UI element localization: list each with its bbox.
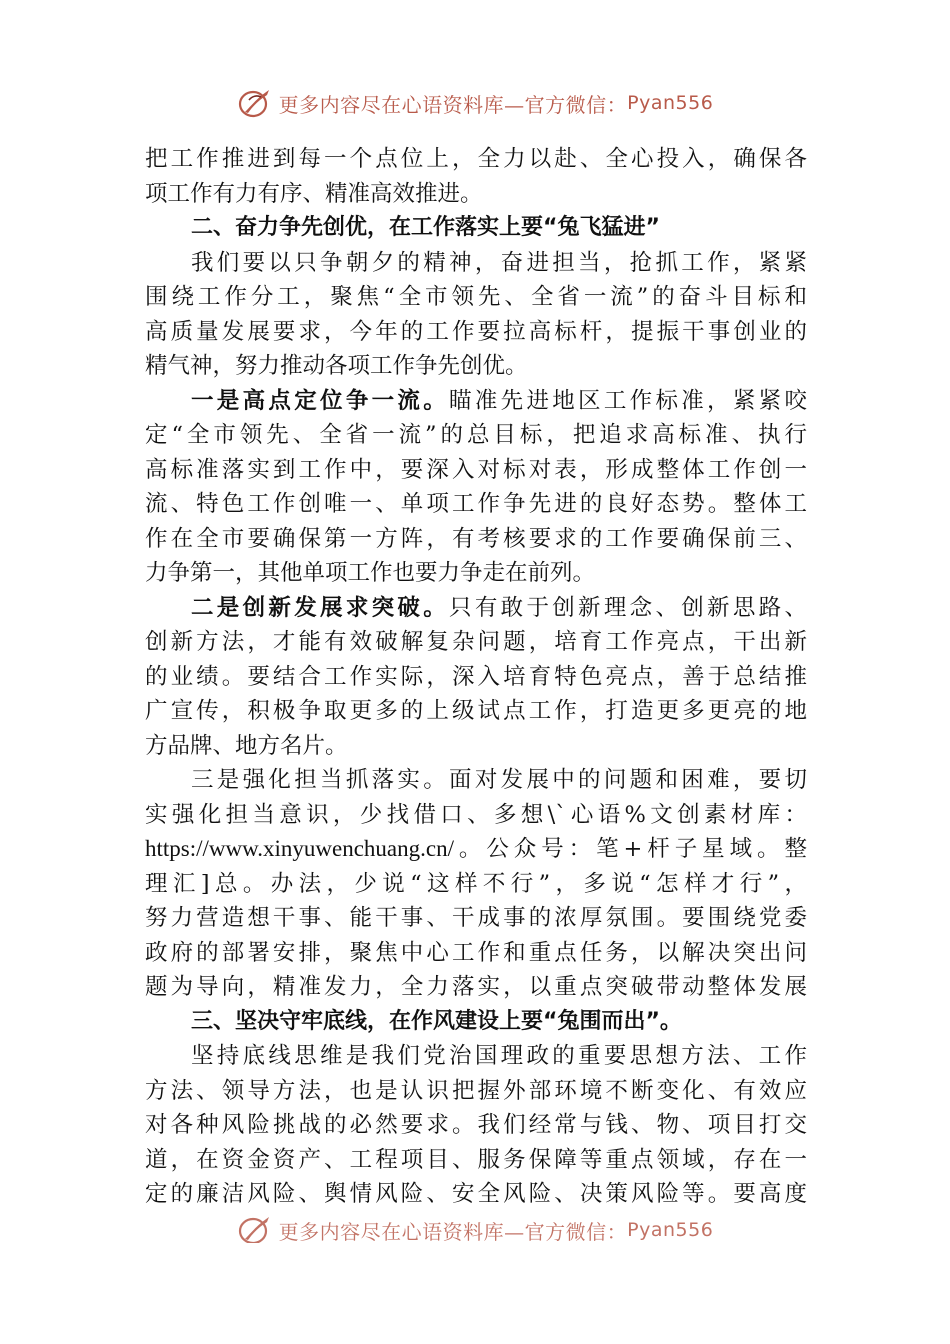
text-line: 实强化担当意识，少找借口、多想\`心语%文创素材库：: [145, 801, 807, 828]
pen-logo-icon: [237, 1213, 273, 1243]
text-line: 高质量发展要求，今年的工作要拉高标杆，提振干事创业的: [145, 318, 807, 345]
text-line: 流、特色工作创唯一、单项工作争先进的良好态势。整体工: [145, 491, 807, 517]
text-span: 只有敢于创新理念、创新思路、: [449, 594, 807, 621]
text-line: 定的廉洁风险、舆情风险、安全风险、决策风险等。要高度: [145, 1181, 807, 1207]
section-heading-2: 二、奋力争先创优，在工作落实上要“兔飞猛进”: [191, 215, 660, 240]
header-watermark-id: Pyan556: [627, 92, 714, 114]
text-line: 努力营造想干事、能干事、干成事的浓厚氛围。要围绕党委: [145, 905, 807, 931]
text-line: 题为导向，精准发力，全力落实，以重点突破带动整体发展: [145, 974, 807, 1000]
header-watermark-text: 更多内容尽在心语资料库—官方微信：: [278, 92, 628, 117]
text-line: 方法、领导方法，也是认识把握外部环境不断变化、有效应: [145, 1077, 807, 1104]
document-body: [145, 142, 807, 1212]
text-line: 广宣传，积极争取更多的上级试点工作，打造更多更亮的地: [145, 698, 807, 724]
text-line: 定“全市领先、全省一流”的总目标，把追求高标准、执行: [145, 422, 807, 448]
text-line: [145, 384, 807, 419]
header-watermark: [0, 84, 950, 122]
text-line: 创新方法，才能有效破解复杂问题，培育工作亮点，干出新: [145, 629, 807, 655]
text-line: 理汇]总。办法，少说“这样不行”，多说“怎样才行”，: [145, 870, 807, 897]
text-line: 精气神，努力推动各项工作争先创优。: [145, 353, 528, 379]
footer-watermark-text: 更多内容尽在心语资料库—官方微信：: [278, 1219, 628, 1243]
footer-watermark: [0, 1205, 950, 1243]
pen-logo-icon: [237, 86, 273, 120]
text-line: 对各种风险挑战的必然要求。我们经常与钱、物、项目打交: [145, 1112, 807, 1138]
text-line: 我们要以只争朝夕的精神，奋进担当，抢抓工作，紧紧: [191, 249, 807, 276]
text-span: 瞄准先进地区工作标准，紧紧咬: [449, 387, 807, 414]
footer-watermark-id: Pyan556: [627, 1219, 714, 1241]
point-title: 一是高点定位争一流。: [191, 387, 450, 414]
text-line: 作在全市要确保第一方阵，有考核要求的工作要确保前三、: [145, 525, 807, 552]
text-line: [145, 832, 807, 867]
text-line: 方品牌、地方名片。: [145, 732, 348, 759]
text-line: 围绕工作分工，聚焦“全市领先、全省一流”的奋斗目标和: [145, 284, 807, 310]
point-title: 二是创新发展求突破。: [191, 594, 450, 621]
text-span: 。公众号：笔+杆子星域。整: [453, 836, 807, 862]
text-line: 坚持底线思维是我们党治国理政的重要思想方法、工作: [191, 1043, 807, 1069]
text-line: 项工作有力有序、精准高效推进。: [145, 180, 483, 207]
section-heading-3: 三、坚决守牢底线，在作风建设上要“兔围而出”。: [191, 1008, 682, 1034]
text-line: 力争第一，其他单项工作也要力争走在前列。: [145, 560, 596, 586]
text-line: 高标准落实到工作中，要深入对标对表，形成整体工作创一: [145, 456, 807, 483]
text-line: 道，在资金资产、工程项目、服务保障等重点领域，存在一: [145, 1146, 807, 1173]
text-line: 的业绩。要结合工作实际，深入培育特色亮点，善于总结推: [145, 663, 807, 690]
text-line: [145, 591, 807, 626]
text-line: 三是强化担当抓落实。面对发展中的问题和困难，要切: [191, 767, 807, 793]
text-line: 政府的部署安排，聚焦中心工作和重点任务，以解决突出问: [145, 939, 807, 966]
text-line: 把工作推进到每一个点位上，全力以赴、全心投入，确保各: [145, 146, 807, 172]
url-text: https://www.xinyuwenchuang.cn/: [145, 836, 454, 861]
